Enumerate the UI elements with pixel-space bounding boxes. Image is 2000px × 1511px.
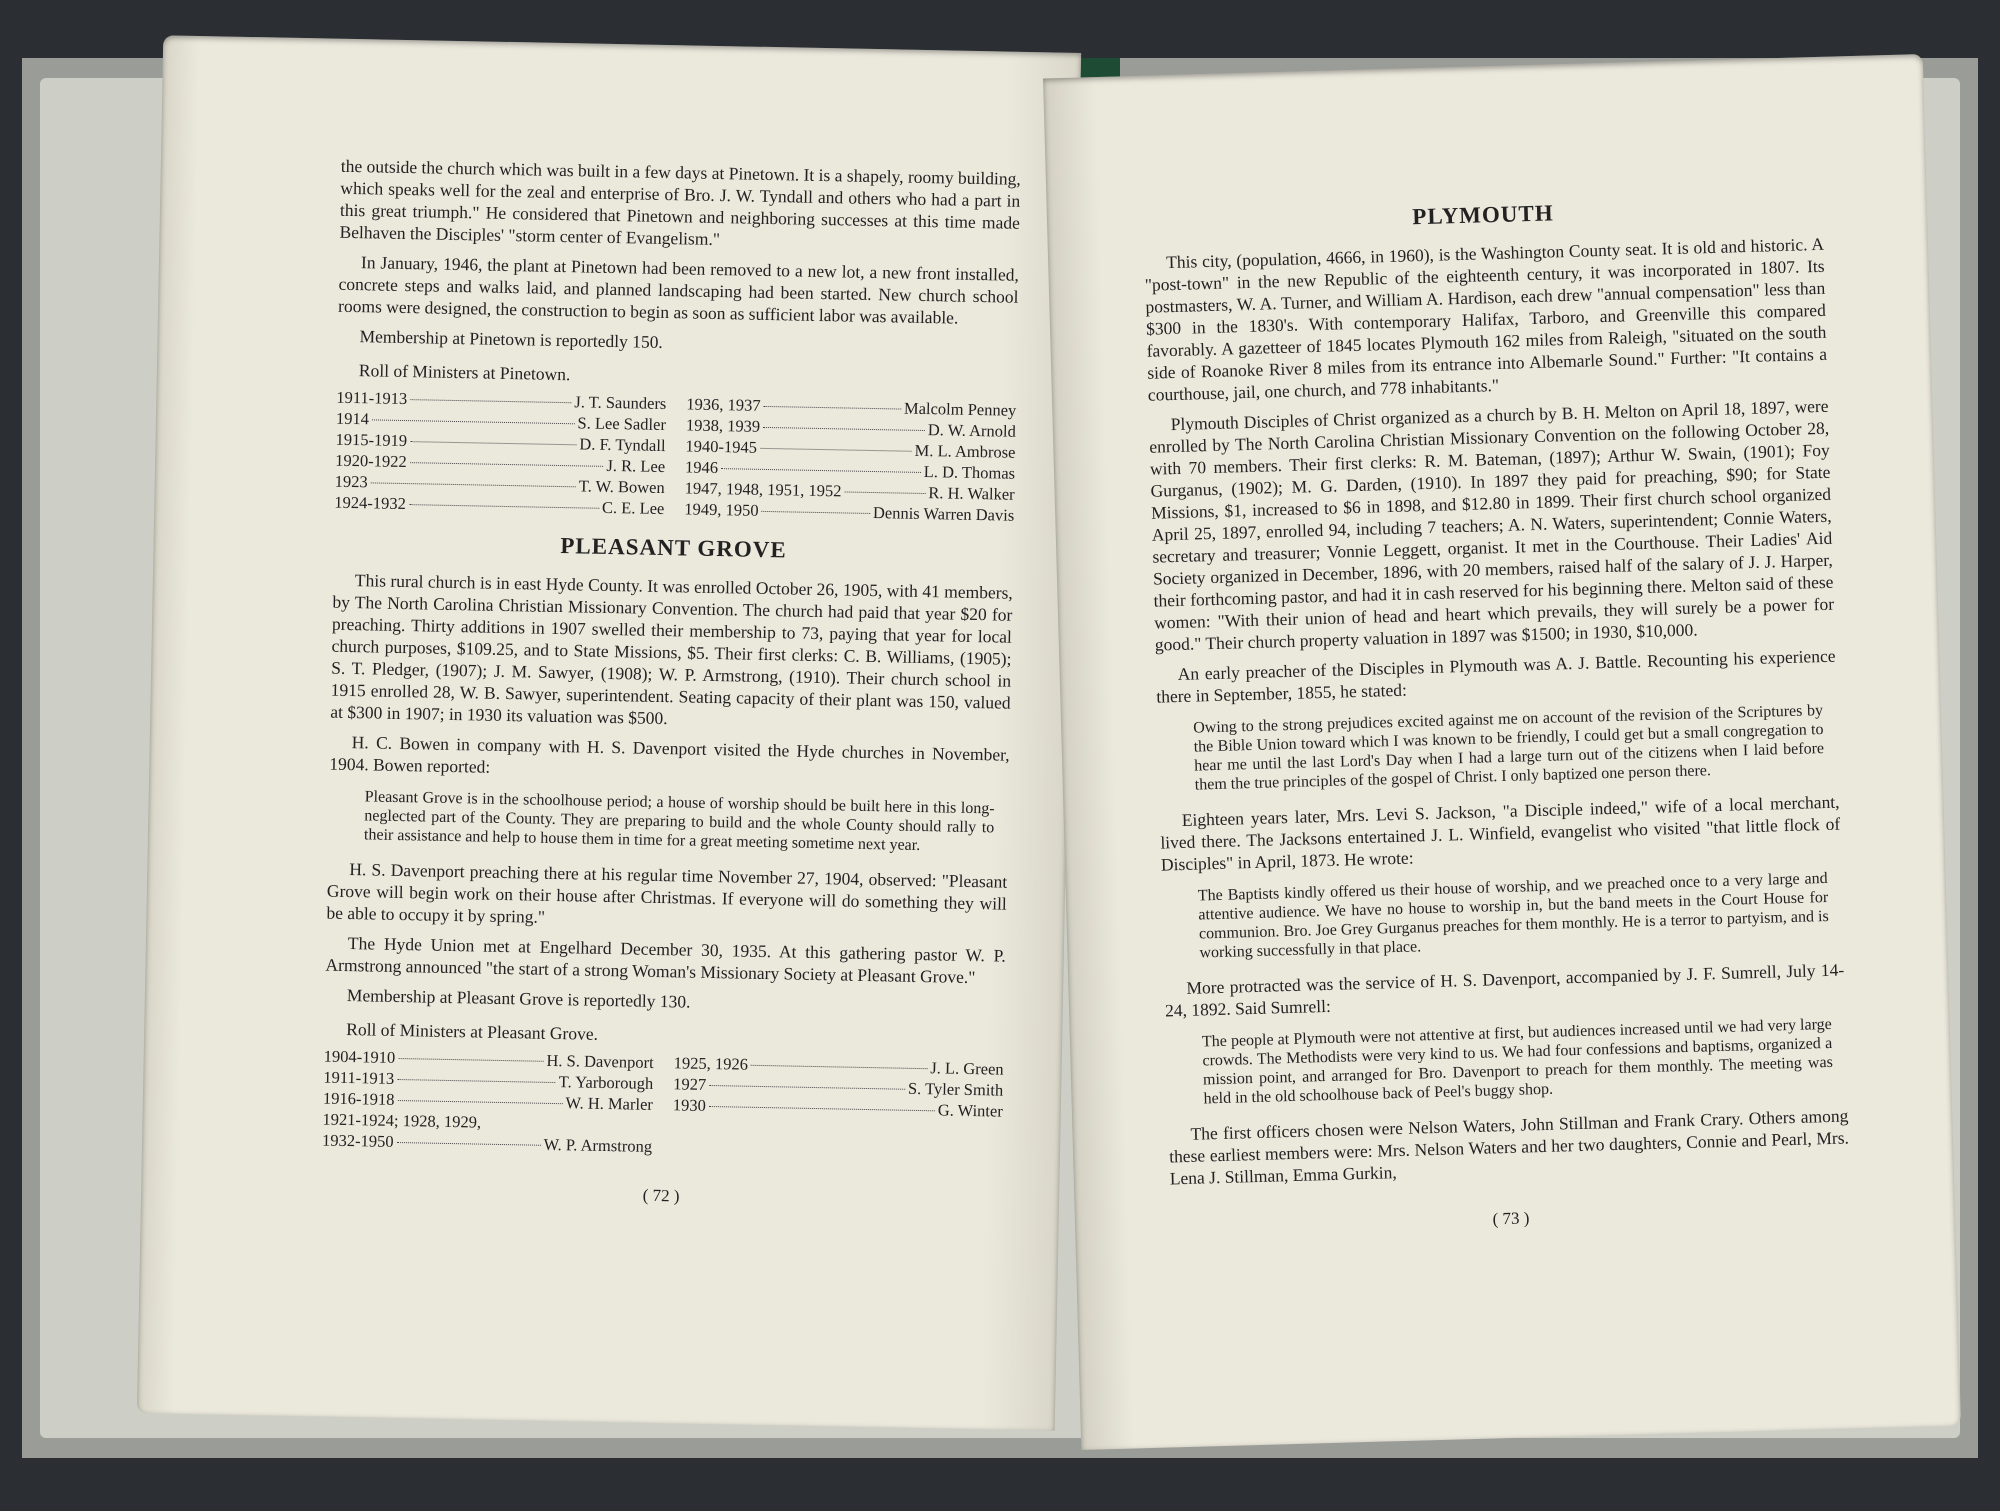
roll-minister-name: T. Yarborough xyxy=(558,1072,654,1093)
roll-minister-name: D. F. Tyndall xyxy=(579,434,666,456)
page-number: ( 72 ) xyxy=(642,1185,680,1206)
roll-years: 1916-1918 xyxy=(322,1088,395,1109)
roll-minister-name: M. L. Ambrose xyxy=(914,440,1016,462)
page-number: ( 73 ) xyxy=(1492,1208,1530,1229)
right-page xyxy=(1043,54,1961,1450)
roll-years: 1911-1913 xyxy=(323,1067,395,1088)
roll-minister-name: J. T. Saunders xyxy=(574,392,667,414)
block-quote: Pleasant Grove is in the schoolhouse period; a house of worship should be built here in this long-neglected part of the County. They are preparing to build and the whole County should rally to their assistance and help to house them in time for a great meeting sometime next year. xyxy=(363,788,995,854)
paragraph: This rural church is in east Hyde County. It was enrolled October 26, 1905, with 41 members, by The North Carolina Christian Missionary Convention. The church had paid that year $20 for preaching. Thirty additions in 1907 swelled their membership to 73, paying that year for local church purposes, $109.25, and to State Missions, $5. Their first clerks: C. B. Williams, (1905); S. T. Pledger, (1907); J. M. Sawyer, (1908); W. P. Armstrong, (1910). Their church school in 1915 enrolled 28, W. B. Sawyer, superintendent. Seating capacity of their plant was 150, valued at $300 in 1907; in 1930 its valuation was $500. xyxy=(330,570,1013,729)
roll-of-ministers-pinetown xyxy=(334,387,1016,526)
roll-years: 1940-1945 xyxy=(685,436,758,457)
roll-years: 1938, 1939 xyxy=(685,415,761,436)
roll-years: 1920-1922 xyxy=(335,450,407,472)
roll-column xyxy=(322,1046,654,1157)
paragraph: The Hyde Union met at Engelhard December 30, 1935. At this gathering pastor W. P. Armstrong announced "the start of a strong Woman's Missionary Society at Pleasant Grove." xyxy=(325,933,1006,988)
paragraph: Membership at Pinetown is reportedly 150. xyxy=(359,326,664,352)
leader-dots xyxy=(763,427,925,431)
roll-of-ministers-pleasant-grove xyxy=(322,1046,1004,1164)
roll-years: 1914 xyxy=(335,408,370,429)
roll-years: 1921-1924; 1928, 1929, xyxy=(322,1109,482,1132)
left-page-text xyxy=(321,155,1021,1214)
block-quote: The Baptists kindly offered us their house of worship, and we preached once to a very large and attentive audience. We have no house to worship in, but the band meets in the Court House for communion. Bro. Joe Grey Gurganus preaches for them monthly. He is a terror to partyism, and is working successfully in that place. xyxy=(1197,869,1829,962)
leader-dots xyxy=(760,448,912,452)
roll-minister-name: W. P. Armstrong xyxy=(543,1134,653,1156)
paragraph: H. C. Bowen in company with H. S. Davenport visited the Hyde churches in November, 1904. Bowen reported: xyxy=(329,732,1010,777)
roll-years: 1923 xyxy=(334,471,368,492)
leader-dots xyxy=(709,1085,905,1090)
paragraph: Plymouth Disciples of Christ organized as a church by B. H. Melton on April 18, 1897, were enrolled by The North Carolina Christian Missionary Convention on the following October 28, with 70 members. Their first clerks: R. M. Bateman, (1897); Arthur W. Swain, (1901); Foy Gurganus, (1902); M. G. Darden, (1910). In 1897 they paid for preaching, $90; for State Missions, $1, increased to $6 in 1898, and $12.80 in 1899. Their first church school organized April 25, 1897, enrolled 94, including 7 teachers; A. N. Waters, superintendent; Connie Waters, secretary and treasurer; Vonnie Leggett, organist. It met in the Courthouse. Their Ladies' Aid Society organized in December, 1896, with 20 members, raised half of the salary of J. J. Harper, their forthcoming pastor, and had it in cash reserved for his beginning there. Melton said of these women: "With their union of head and heart which prevails, they will surely be a power for good." Their church property valuation in 1897 was $1500; in 1930, $10,000. xyxy=(1149,395,1835,655)
roll-years: 1927 xyxy=(673,1074,707,1094)
leader-dots xyxy=(762,511,870,514)
roll-years: 1915-1919 xyxy=(335,429,408,451)
paragraph: This city, (population, 4666, in 1960), is the Washington County seat. It is old and historic. A "post-town" in the new Republic of the eighteenth century, it was incorporated in 1807. Its postmasters, W. A. Turner, and William A. Hardison, each drew "annual compensation" less than $300 in the 1830's. With contemporary Halifax, Tarboro, and Greenville this compared favorably. A gazetteer of 1845 locates Plymouth 162 miles from Raleigh, "situated on the south side of Roanoke River 8 miles from its entrance into Albemarle Sound." Further: "It contains a courthouse, jail, one church, and 778 inhabitants." xyxy=(1144,233,1828,405)
roll-minister-name: R. H. Walker xyxy=(928,483,1015,504)
roll-minister-name: W. H. Marler xyxy=(565,1093,654,1114)
roll-title: Roll of Ministers at Pinetown. xyxy=(358,360,571,385)
roll-minister-name: S. Lee Sadler xyxy=(577,413,667,435)
block-quote: The people at Plymouth were not attentive at first, but audiences increased until we had very large crowds. The Methodists were very kind to us. We had four confessions and baptisms, organized a mission point, and arranged for Bro. Davenport to preach for them monthly. The meeting was held in the old schoolhouse back of Peel's buggy shop. xyxy=(1201,1015,1834,1108)
paragraph: More protracted was the service of H. S. Davenport, accompanied by J. F. Sumrell, July 14-24, 1892. Said Sumrell: xyxy=(1164,959,1845,1021)
roll-minister-name: H. S. Davenport xyxy=(546,1050,654,1072)
roll-years: 1932-1950 xyxy=(321,1130,394,1151)
paragraph: H. S. Davenport preaching there at his regular time November 27, 1904, observed: "Pleasant Grove will begin work on their house after Christmas. If everyone will do something they will be able to occupy it by spring." xyxy=(326,859,1008,927)
section-heading: PLYMOUTH xyxy=(1412,200,1554,230)
roll-minister-name: J. R. Lee xyxy=(606,455,666,477)
leader-dots xyxy=(398,1058,543,1062)
leader-dots xyxy=(844,491,925,494)
roll-column xyxy=(672,1052,1004,1163)
leader-dots xyxy=(409,504,599,509)
leader-dots xyxy=(397,1079,556,1083)
leader-dots xyxy=(397,1142,541,1146)
roll-years: 1904-1910 xyxy=(323,1046,396,1067)
roll-title: Roll of Ministers at Pleasant Grove. xyxy=(346,1019,599,1044)
roll-years: 1924-1932 xyxy=(334,492,407,514)
roll-column xyxy=(684,393,1016,525)
roll-minister-name: L. D. Thomas xyxy=(923,461,1016,483)
roll-years: 1946 xyxy=(684,457,719,478)
roll-minister-name: J. L. Green xyxy=(930,1058,1004,1079)
roll-years: 1936, 1937 xyxy=(686,394,761,415)
leader-dots xyxy=(410,462,604,467)
paragraph: the outside the church which was built in a few days at Pinetown. It is a shapely, roomy building, which speaks well for the zeal and enterprise of Bro. J. W. Tyndall and others who had a part in this great triumph." He considered that Pinetown and neighboring successes at this time made Belhaven the Disciples' "storm center of Evangelism." xyxy=(339,155,1021,250)
leader-dots xyxy=(751,1065,927,1069)
section-heading: PLEASANT GROVE xyxy=(560,533,787,563)
paragraph: In January, 1946, the plant at Pinetown had been removed to a new lot, a new front installed, concrete steps and walks laid, and planned landscaping had been started. New church school rooms were designed, the construction to begin as soon as sufficient labor was available. xyxy=(337,252,1020,328)
roll-minister-name: G. Winter xyxy=(937,1100,1003,1121)
paragraph: Membership at Pleasant Grove is reportedly 130. xyxy=(346,985,691,1012)
roll-minister-name: D. W. Arnold xyxy=(927,420,1017,441)
roll-years: 1930 xyxy=(672,1095,707,1115)
leader-dots xyxy=(371,482,576,487)
leader-dots xyxy=(372,419,575,424)
paragraph: Eighteen years later, Mrs. Levi S. Jackson, "a Disciple indeed," wife of a local merchant, lived there. The Jacksons entertained J. L. Winfield, evangelist who visited "that little flock of Disciples" in April, 1873. He wrote: xyxy=(1160,791,1841,875)
leader-dots xyxy=(721,468,921,473)
roll-minister-name: C. E. Lee xyxy=(601,497,665,519)
roll-years: 1925, 1926 xyxy=(673,1053,749,1074)
roll-years: 1947, 1948, 1951, 1952 xyxy=(684,478,842,501)
roll-years: 1911-1913 xyxy=(336,387,408,409)
paragraph: The first officers chosen were Nelson Waters, John Stillman and Frank Crary. Others among these earliest members were: Mrs. Nelson Waters and her two daughters, Connie and Pearl, Mrs. Lena J. Stillman, Emma Gurkin, xyxy=(1168,1105,1850,1189)
leader-dots xyxy=(410,399,571,403)
roll-minister-name: T. W. Bowen xyxy=(578,476,665,498)
leader-dots xyxy=(709,1106,935,1111)
leader-dots xyxy=(410,441,576,445)
paragraph: An early preacher of the Disciples in Plymouth was A. J. Battle. Recounting his experience there in September, 1855, he stated: xyxy=(1156,645,1836,707)
roll-column xyxy=(334,387,666,519)
roll-minister-name: Dennis Warren Davis xyxy=(872,503,1015,525)
roll-years: 1949, 1950 xyxy=(684,499,759,520)
leader-dots xyxy=(397,1100,562,1104)
right-page-text xyxy=(1142,177,1851,1240)
left-page xyxy=(137,35,1081,1430)
block-quote: Owing to the strong prejudices excited against me on account of the revision of the Scriptures by the Bible Union toward which I was known to be friendly, I could get but a small congregation to hear me until the last Lord's Day when I had a large turn out of the citizens when I laid before them the true principles of the gospel of Christ. I only baptized one person there. xyxy=(1192,702,1825,794)
roll-minister-name: S. Tyler Smith xyxy=(907,1078,1004,1100)
roll-minister-name: Malcolm Penney xyxy=(903,398,1017,420)
leader-dots xyxy=(764,406,901,410)
